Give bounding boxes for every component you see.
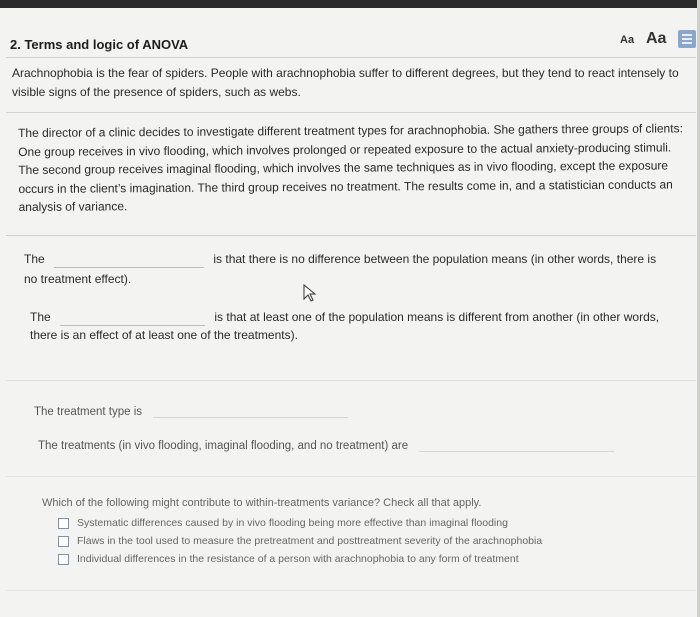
alternative-hypothesis-statement xyxy=(30,308,690,326)
question-title: 2. Terms and logic of ANOVA xyxy=(10,37,189,52)
option-row[interactable] xyxy=(58,553,519,565)
statement-prefix: The xyxy=(30,310,51,324)
questions-divider xyxy=(6,476,696,477)
alternative-hypothesis-dropdown[interactable] xyxy=(60,311,205,326)
treatment-type-question xyxy=(34,405,348,418)
checkbox[interactable] xyxy=(58,554,69,565)
null-hypothesis-statement xyxy=(24,250,684,268)
treatments-dropdown[interactable] xyxy=(419,439,614,452)
bottom-divider xyxy=(6,590,696,591)
statement-text: is that at least one of the population means is different from another (in other words, xyxy=(214,310,660,324)
intro-paragraph: Arachnophobia is the fear of spiders. People with arachnophobia suffer to different degrees, but they tend to react intensely to visible signs of the presence of spiders, such as webs. xyxy=(12,66,679,99)
question-header xyxy=(0,10,700,68)
statements-divider xyxy=(6,380,696,381)
statement-prefix: The xyxy=(24,252,45,266)
top-bezel xyxy=(0,0,700,8)
option-label: Systematic differences caused by in vivo flooding being more effective than imaginal flooding xyxy=(77,517,508,529)
menu-icon[interactable] xyxy=(678,30,696,48)
treatment-type-dropdown[interactable] xyxy=(153,405,348,418)
checkbox[interactable] xyxy=(58,518,69,529)
scenario-divider xyxy=(6,235,696,236)
font-decrease-button[interactable]: Aa xyxy=(620,34,635,46)
statement-text: is that there is no difference between the population means (in other words, there is xyxy=(213,252,657,266)
checkbox-question: Which of the following might contribute to within-treatments variance? Check all that apply. xyxy=(42,497,482,509)
treatments-question xyxy=(38,439,614,452)
option-label: Flaws in the tool used to measure the pretreatment and posttreatment severity of the arachnophobia xyxy=(77,535,543,547)
question-text: The treatment type is xyxy=(34,406,143,418)
option-label: Individual differences in the resistance of a person with arachnophobia to any form of treatment xyxy=(77,553,519,565)
checkbox[interactable] xyxy=(58,536,69,547)
scenario-paragraph: The director of a clinic decides to investigate different treatment types for arachnophobia. She gathers three groups of clients: One group receives in vivo flooding, which involves prolonged or repeated exposure to the actual anxiety-producing stimuli. The second group receives imaginal flooding, which involves the same techniques as in vivo flooding, except the exposure occurs in the client’s imagination. The third group receives no treatment. The results come in, and a statistician conducts an analysis of variance. xyxy=(18,121,683,214)
intro-divider xyxy=(6,112,696,113)
mouse-cursor-icon xyxy=(302,284,318,302)
option-row[interactable] xyxy=(58,535,542,547)
statement-continuation: no treatment effect). xyxy=(24,272,132,286)
option-row[interactable] xyxy=(58,517,508,529)
header-divider xyxy=(6,57,696,58)
font-increase-button[interactable]: Aa xyxy=(646,30,667,47)
question-text: The treatments (in vivo flooding, imaginal flooding, and no treatment) are xyxy=(38,440,409,452)
null-hypothesis-dropdown[interactable] xyxy=(54,253,204,268)
statement-continuation: there is an effect of at least one of the treatments). xyxy=(30,328,298,342)
